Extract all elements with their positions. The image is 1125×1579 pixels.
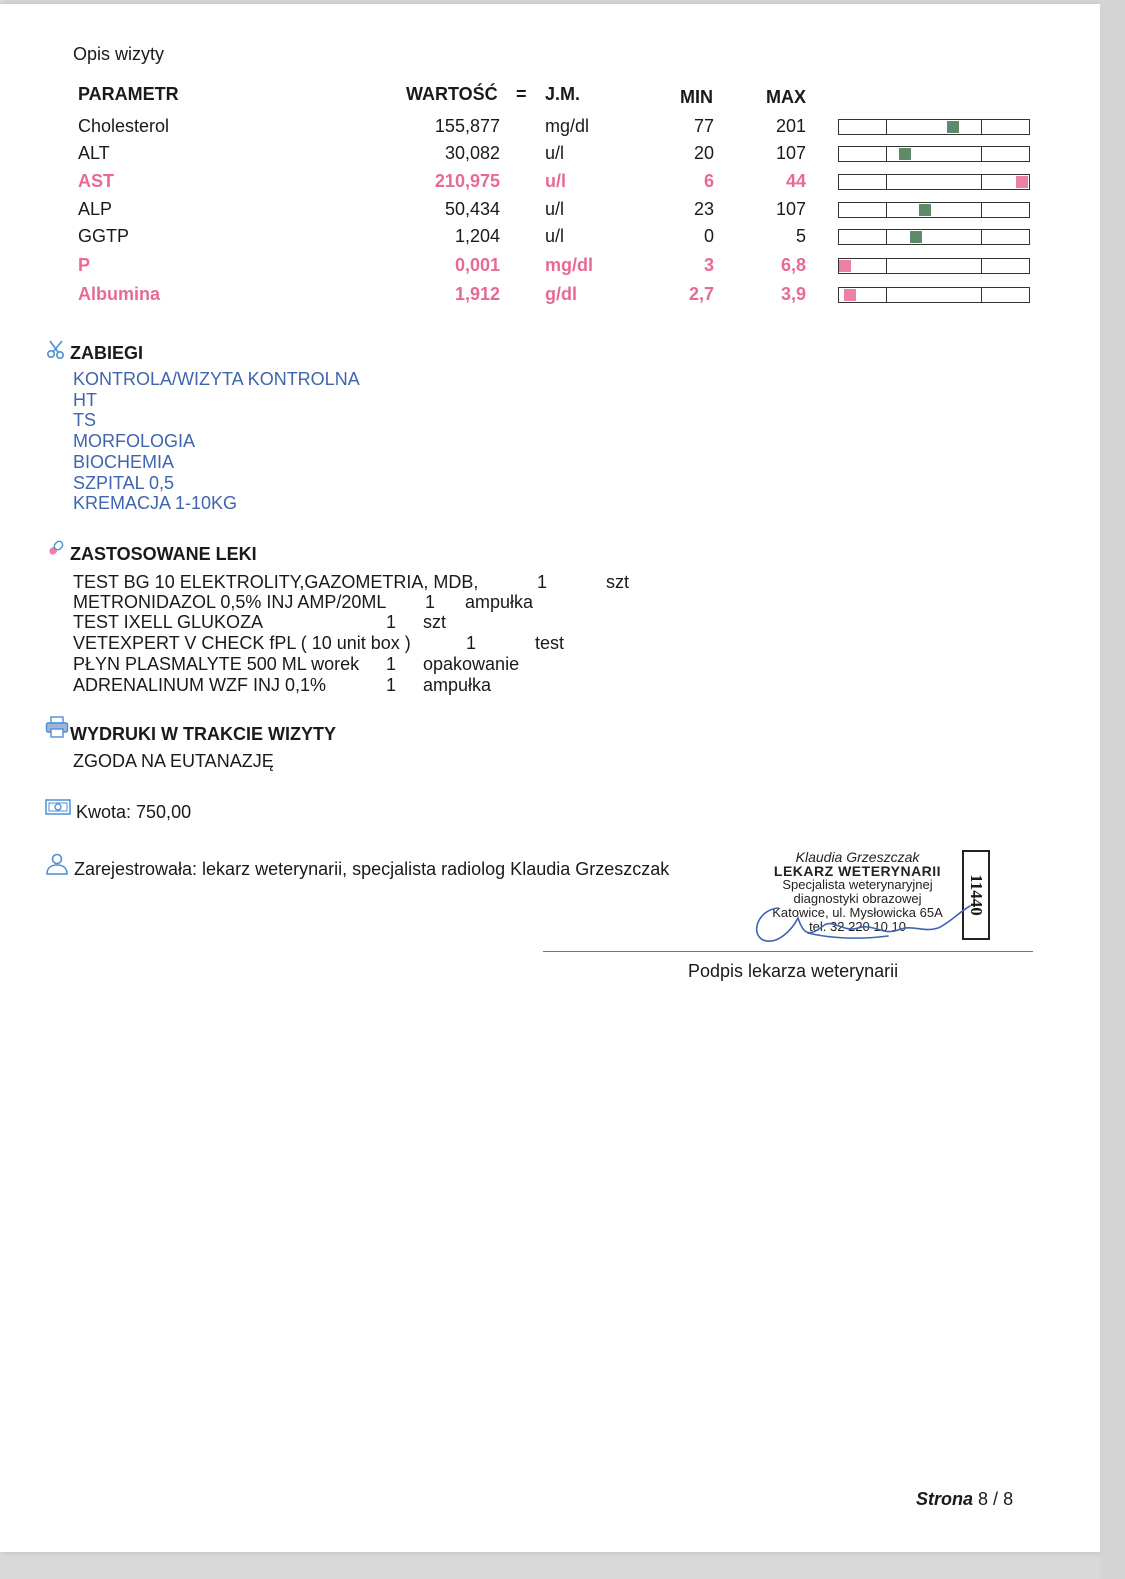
signature-scribble: [748, 888, 983, 948]
amount: Kwota: 750,00: [76, 802, 192, 822]
param-name: GGTP: [78, 226, 130, 246]
drug-unit: szt: [423, 612, 447, 632]
drug-name: TEST IXELL GLUKOZA: [73, 612, 264, 632]
page-sep: /: [988, 1489, 1004, 1509]
table-row: [0, 284, 1100, 312]
param-min: 23: [693, 199, 714, 219]
stamp-line: tel. 32 220 10 10: [809, 919, 906, 934]
header-flag: =: [516, 84, 527, 104]
document-page: [0, 4, 1100, 1552]
param-min: 6: [703, 171, 714, 191]
param-name: P: [78, 255, 91, 275]
page-current: 8: [978, 1489, 989, 1509]
procedures-list: [73, 369, 360, 514]
range-marker: [899, 148, 911, 160]
drug-name: VETEXPERT V CHECK fPL ( 10 unit box ): [73, 633, 411, 653]
range-marker: [919, 204, 931, 216]
signature-label: Podpis lekarza weterynarii: [688, 961, 899, 981]
param-min: 2,7: [688, 284, 714, 304]
range-bar: [838, 146, 1030, 162]
range-tick: [886, 203, 887, 217]
param-name: AST: [78, 171, 114, 191]
param-unit: u/l: [545, 143, 565, 163]
param-unit: g/dl: [545, 284, 577, 304]
page-edge: [1100, 0, 1125, 1579]
drug-name: TEST BG 10 ELEKTROLITY,GAZOMETRIA, MDB,: [73, 572, 479, 592]
table-row: [0, 116, 1100, 144]
signature-line: [543, 951, 1033, 952]
stamp-title: LEKARZ WETERYNARII: [773, 863, 942, 879]
range-tick: [981, 230, 982, 244]
param-max: 44: [785, 171, 806, 191]
param-max: 201: [775, 116, 806, 136]
page-total: 8: [1003, 1489, 1014, 1509]
drug-qty: 1: [466, 633, 477, 653]
range-bar: [838, 258, 1030, 274]
param-value: 1,912: [454, 284, 500, 304]
header-value: WARTOŚĆ: [406, 84, 498, 104]
param-value: 155,877: [434, 116, 500, 136]
header-unit: J.M.: [545, 84, 581, 104]
range-tick: [981, 120, 982, 134]
section-title: Opis wizyty: [73, 44, 165, 64]
param-max: 6,8: [780, 255, 806, 275]
table-row: [0, 199, 1100, 227]
param-min: 20: [693, 143, 714, 163]
range-tick: [886, 175, 887, 189]
range-tick: [981, 203, 982, 217]
range-bar: [838, 174, 1030, 190]
param-name: ALT: [78, 143, 110, 163]
registered-by: Zarejestrowała: lekarz weterynarii, specjalista radiolog Klaudia Grzeszczak: [74, 859, 670, 879]
param-max: 107: [775, 199, 806, 219]
param-name: ALP: [78, 199, 113, 219]
param-unit: u/l: [545, 199, 565, 219]
drug-qty: 1: [425, 592, 436, 612]
procedure-item: MORFOLOGIA: [73, 431, 196, 452]
range-marker: [947, 121, 959, 133]
range-tick: [981, 288, 982, 302]
drug-unit: opakowanie: [423, 654, 520, 674]
procedures-title: ZABIEGI: [70, 343, 144, 363]
stamp-line: diagnostyki obrazowej: [793, 891, 922, 906]
scissors-icon: [45, 338, 67, 360]
range-tick: [886, 120, 887, 134]
table-row: [0, 143, 1100, 171]
stamp-line: Specjalista weterynaryjnej: [782, 877, 933, 892]
range-bar: [838, 202, 1030, 218]
range-tick: [981, 259, 982, 273]
page-number: [916, 1489, 1013, 1510]
param-max: 107: [775, 143, 806, 163]
pill-icon: [45, 537, 67, 559]
param-value: 50,434: [444, 199, 500, 219]
table-row: [0, 255, 1100, 283]
header-parameter: PARAMETR: [78, 84, 179, 104]
drug-name: ADRENALINUM WZF INJ 0,1%: [73, 675, 327, 695]
param-min: 77: [693, 116, 714, 136]
user-icon: [45, 852, 69, 876]
drug-qty: 1: [386, 675, 397, 695]
printout-item: ZGODA NA EUTANAZJĘ: [73, 751, 274, 771]
stamp-name: Klaudia Grzeszczak: [795, 849, 920, 865]
drug-unit: test: [535, 633, 565, 653]
range-tick: [886, 259, 887, 273]
param-unit: u/l: [545, 171, 566, 191]
param-value: 0,001: [454, 255, 500, 275]
range-bar: [838, 229, 1030, 245]
param-value: 30,082: [444, 143, 500, 163]
param-max: 5: [795, 226, 806, 246]
stamp-line: Katowice, ul. Mysłowicka 65A: [772, 905, 943, 920]
page-label: Strona: [916, 1489, 974, 1509]
range-marker: [1016, 176, 1028, 188]
procedure-item: HT: [73, 389, 97, 410]
procedure-item: BIOCHEMIA: [73, 451, 175, 472]
header-min: MIN: [680, 87, 713, 107]
procedure-item: TS: [73, 410, 97, 431]
header-max: MAX: [766, 87, 806, 107]
param-min: 3: [703, 255, 714, 275]
procedure-item: SZPITAL 0,5: [73, 472, 175, 493]
param-unit: u/l: [545, 226, 565, 246]
drugs-title: ZASTOSOWANE LEKI: [70, 544, 257, 564]
table-row: [0, 226, 1100, 254]
drug-qty: 1: [386, 612, 397, 632]
param-unit: mg/dl: [545, 116, 590, 136]
param-max: 3,9: [780, 284, 806, 304]
range-tick: [886, 230, 887, 244]
range-bar: [838, 119, 1030, 135]
param-min: 0: [703, 226, 714, 246]
table-row: [0, 171, 1100, 199]
range-marker: [844, 289, 856, 301]
range-tick: [981, 175, 982, 189]
procedure-item: KONTROLA/WIZYTA KONTROLNA: [73, 369, 360, 389]
range-marker: [839, 260, 851, 272]
stamp-number: 11440: [967, 874, 986, 916]
param-value: 1,204: [454, 226, 500, 246]
param-name: Albumina: [78, 284, 161, 304]
drug-unit: szt: [606, 572, 630, 592]
param-name: Cholesterol: [78, 116, 170, 136]
printer-icon: [45, 715, 69, 739]
range-marker: [910, 231, 922, 243]
drug-qty: 1: [386, 654, 397, 674]
range-tick: [981, 147, 982, 161]
drug-name: PŁYN PLASMALYTE 500 ML worek: [73, 654, 360, 674]
drug-name: METRONIDAZOL 0,5% INJ AMP/20ML: [73, 592, 387, 612]
drug-unit: ampułka: [465, 592, 534, 612]
param-value: 210,975: [434, 171, 500, 191]
range-bar: [838, 287, 1030, 303]
range-tick: [886, 147, 887, 161]
printouts-title: WYDRUKI W TRAKCIE WIZYTY: [70, 724, 336, 744]
range-tick: [886, 288, 887, 302]
banknote-icon: [45, 799, 71, 815]
param-unit: mg/dl: [545, 255, 593, 275]
procedure-item: KREMACJA 1-10KG: [73, 493, 238, 514]
drug-unit: ampułka: [423, 675, 492, 695]
drug-qty: 1: [537, 572, 548, 592]
